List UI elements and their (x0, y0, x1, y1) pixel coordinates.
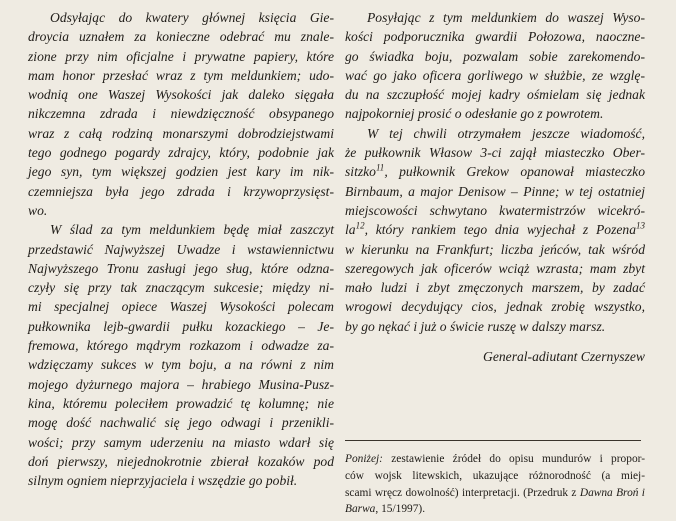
text-line: wrogowi decydujący cios, jednak zrobię wszystko, (345, 299, 645, 315)
text-line: zione przy nim oficjalne i prywatne papiery, które (28, 48, 334, 64)
text-line: jego syn, tym większej godzien jest kary im nik- (28, 164, 334, 180)
text-line: mogę dość nachwalić się jego odwagi i przenikli- (28, 415, 334, 431)
text-line: droycia uznałem za konieczne odebrać mu znale- (28, 29, 334, 45)
text-line: Posyłając z tym meldunkiem do waszej Wyso- (367, 10, 645, 25)
text-line: wodnią one Waszej Wysokości jak daleko sięgała (28, 87, 334, 103)
text-line: wdzięczamy sukces w tym boju, a na równi z nim (28, 357, 334, 373)
text-line: mało ludzi i zbyt zmęczonych marszem, by zadać (345, 280, 645, 296)
text-line: wraz z całą rodziną monarszymi dobrodziejstwami (28, 125, 334, 141)
text-line: wo. (28, 202, 48, 218)
text-line: silnym ogniem nieprzyjaciela i wszędzie go pobił. (28, 473, 298, 489)
text-line: wać go jako oficera gorliwego w służbie, ze wzglę- (345, 67, 645, 83)
text-line: Odsyłając do kwatery głównej księcia Gie- (50, 10, 334, 25)
paragraph (28, 8, 334, 220)
caption-divider (345, 440, 641, 441)
text-line: mojego dyżurnego majora – hrabiego Musina-Pusz- (28, 376, 334, 392)
text-line: du na szczupłość mojej kadry ośmielam się jednak (345, 87, 645, 103)
text-line: mam honor przesłać wraz z tym meldunkiem; udo- (28, 67, 334, 83)
caption-line: zestawienie źródeł do opisu mundurów i propor- (391, 453, 645, 465)
text-line: tego godnego pogardy zdrajcy, który, podobnie jak (28, 145, 334, 161)
text-line: czemniejsza była jego zdrada i krzywoprzysięst- (28, 183, 334, 199)
text-line: kości podporucznika gwardii Połozowa, naoczne- (345, 29, 645, 45)
text-line: kina, któremu poleciłem prowadzić tę kolumnę; nie (28, 395, 334, 411)
text-line: fremowa, którego mądrym rozkazom i odwadze za- (28, 338, 334, 354)
text-line: najpokorniej prosić o odesłanie go z powrotem. (345, 106, 604, 122)
text-line: nikczemna zdrada i niewdzięczność obsypanego (28, 106, 334, 122)
text-line: $la^{12}$, który rankiem tego dnia wyjechał z Pozena$^{13}$ (345, 220, 645, 238)
paragraph (28, 220, 334, 490)
footnote-ref: 12 (355, 220, 365, 231)
caption-source: Dawna Broń i Barwa (345, 486, 645, 516)
text-line: szeregowych jak oficerów wciąż wzrasta; mam zbyt (345, 260, 645, 276)
caption-line: scami wręcz dowolność) interpretacji. (Przedruk z (345, 486, 580, 499)
left-text-column (28, 8, 334, 490)
text-line: pułkownika lejb-gwardii pułku kozackiego – Je- (28, 318, 334, 334)
footnote-ref: 11 (375, 162, 385, 173)
text-line: W ślad za tym meldunkiem będę miał zaszczyt (50, 222, 334, 238)
text-line: sitzko$^{11}$, pułkownik Grekow opanował miasteczko (345, 162, 645, 180)
text-line: Najwyższego Tronu zasługi jego sług, które odzna- (28, 260, 334, 276)
caption-line: ców wojsk litewskich, ukazujące różnorodność (a miej- (345, 469, 645, 482)
footnote-ref: 13 (636, 220, 645, 231)
text-line: miejscowości schwytano kwatermistrzów wicekró- (345, 202, 645, 218)
right-text-column (345, 8, 645, 336)
paragraph (345, 8, 645, 124)
signature: General-adiutant Czernyszew (483, 349, 645, 364)
image-caption (345, 451, 645, 518)
text-line: mi specjalnej opiece Waszej Wysokości polecam (28, 299, 334, 315)
text-line: że pułkownik Własow 3-ci zajął miasteczko Ober- (345, 145, 645, 161)
text-line: czyły się przy tak znaczącym sukcesie; między ni- (28, 280, 334, 296)
text-line: Birnbaum, a major Denisow – Pinne; w tej ostatniej (345, 183, 645, 199)
text-line: przedstawić Najwyższej Uwadze i wstawiennictwu (28, 241, 334, 257)
text-line: W tej chwili otrzymałem jeszcze wiadomość, (367, 125, 645, 141)
text-line: wości; przy samym uderzeniu na miasto wdarł się (28, 434, 334, 450)
caption-source-tail: , 15/1997). (375, 503, 426, 516)
text-line: go świadka boju, pozwalam sobie zarekomendo- (345, 48, 645, 64)
caption-lead: Poniżej: (345, 453, 383, 465)
text-line: by go nękać i już o świcie ruszę w dalszy marsz. (345, 318, 606, 334)
paragraph (345, 124, 645, 336)
text-line: w kierunku na Frankfurt; liczba jeńców, tak wśród (345, 241, 645, 257)
text-line: doń pierwszy, niejednokrotnie zbierał kozaków pod (28, 453, 334, 469)
